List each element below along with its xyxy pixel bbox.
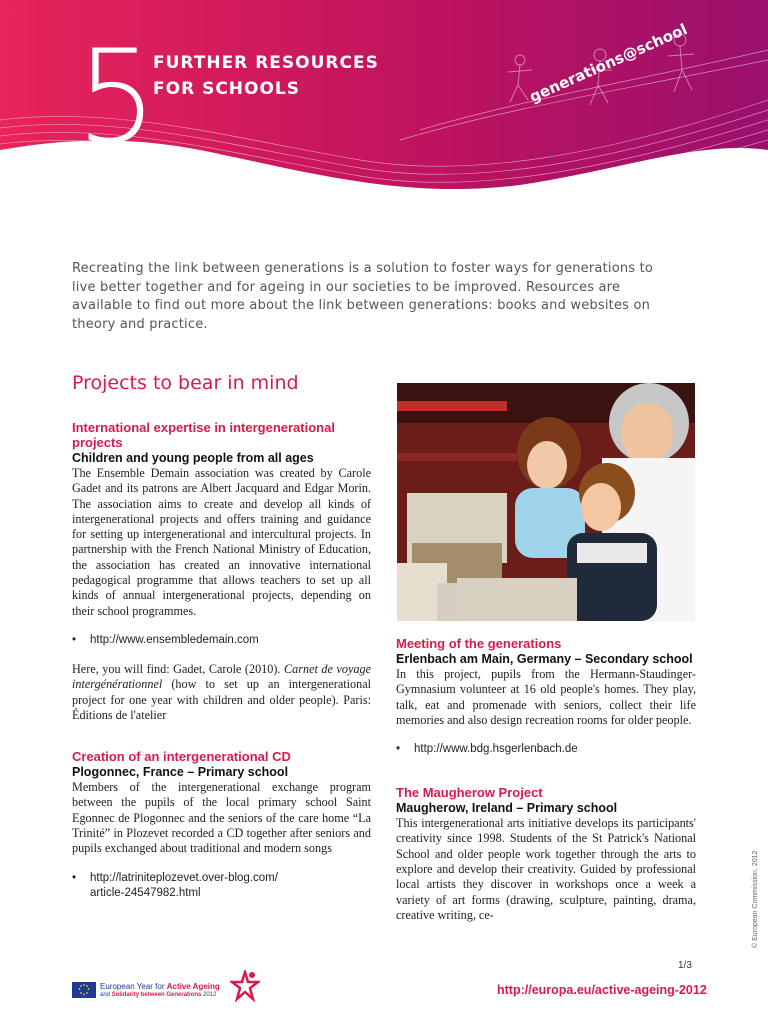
eu-year-prefix: European Year for: [100, 982, 167, 991]
project-block: [396, 785, 696, 923]
eu-year-text: [100, 982, 220, 991]
project-link-line1[interactable]: • http://latriniteplozevet.over-blog.com/: [90, 871, 278, 884]
page-title-line1: FURTHER RESOURCES: [153, 53, 379, 73]
footer-url-link[interactable]: http://europa.eu/active-ageing-2012: [497, 983, 707, 997]
project-body: Members of the intergenerational exchange program between the pupils of the local primary school Saint Egonnec de Plogonnec and the seniors of the care home “La Trinité” in Plozevet recorded a CD together after seniors and pupils exchanged about traditional and modern songs: [72, 780, 371, 856]
brand-label: generations@school: [526, 20, 691, 106]
right-column: [396, 636, 696, 923]
page-title: [153, 50, 379, 102]
project-link-line2[interactable]: article-24547982.html: [90, 886, 201, 899]
chevron-right-icon: [0, 0, 22, 22]
active-ageing-star-icon: [230, 970, 260, 1002]
project-title: International expertise in intergenerational projects: [72, 420, 335, 450]
project-link[interactable]: [72, 871, 371, 901]
photo-children-computer: [397, 383, 695, 621]
copyright-notice: © European Commission, 2012: [752, 850, 759, 948]
project-subtitle: Children and young people from all ages: [72, 451, 314, 465]
eu-sub-highlight: Solidarity between Generations: [111, 992, 202, 998]
project-block: [72, 420, 371, 723]
project-subtitle: Erlenbach am Main, Germany – Secondary school: [396, 652, 693, 666]
reference-text: Here, you will find: Gadet, Carole (2010).: [72, 661, 285, 676]
eu-flag-icon: [72, 982, 96, 998]
project-reference: [72, 662, 371, 723]
eu-year-logo: [72, 976, 272, 1006]
project-link[interactable]: • http://www.ensembledemain.com: [72, 633, 371, 648]
reference-book-title: Carnet de voyage intergénérationnel: [72, 661, 371, 692]
chapter-number: 5: [76, 23, 154, 172]
photo-illustration: [397, 383, 695, 621]
project-body: This intergenerational arts initiative develops its participants' creativity since 1998. Students of the St Patrick's National School and older people work together through the arts to explore and develop their creativity. Guided by professional local artists they discover in workshops once a week a variety of art forms (drawing, sculpture, painting, drama, creative writing, ce-: [396, 816, 696, 922]
project-body: In this project, pupils from the Hermann-Staudinger-Gymnasium volunteer at 16 old people's homes. They play, talk, eat and promenade with seniors, collect their life memories and also design recreation rooms for older people.: [396, 667, 696, 727]
project-title: The Maugherow Project: [396, 785, 543, 801]
reference-text-end: (how to set up an intergenerational project for one year with children and older people). Paris: Éditions de l'atelier: [72, 677, 371, 722]
project-body: The Ensemble Demain association was created by Carole Gadet and its patrons are Albert Jacquard and Edgar Morin. The association aims to create and develop all kinds of intergenerational projects and offers training and guidance for setting up intergenerational and intercultural projects. In partnership with the French National Ministry of Education, the association has created an innovative international pedagogical programme that allows teachers to set up all kinds of annual intergenerational projects, depending on their school programmes.: [72, 466, 371, 618]
eu-sub-prefix: and: [100, 992, 112, 998]
header-banner: [0, 0, 768, 230]
page-number: 1/3: [678, 960, 692, 971]
left-column: [72, 372, 371, 901]
eu-year-highlight: Active Ageing: [166, 982, 220, 991]
intro-paragraph: Recreating the link between generations is a solution to foster ways for generations to live better together and for ageing in our societies to be improved. Resources are available to find out more about the link between generations: books and websites on theory and practice.: [72, 261, 654, 332]
eu-year-subtext: [100, 992, 216, 998]
project-link[interactable]: • http://www.bdg.hsgerlenbach.de: [396, 742, 696, 757]
project-title: Creation of an intergenerational CD: [72, 749, 291, 765]
project-block: [72, 749, 371, 900]
project-subtitle: Maugherow, Ireland – Primary school: [396, 801, 618, 816]
project-title: Meeting of the generations: [396, 636, 562, 651]
project-subtitle: Plogonnec, France – Primary school: [72, 765, 289, 780]
section-title: Projects to bear in mind: [72, 372, 299, 394]
eu-sub-year: 2012: [201, 992, 217, 998]
page-title-line2: FOR SCHOOLS: [153, 79, 300, 99]
project-block: [396, 636, 696, 757]
